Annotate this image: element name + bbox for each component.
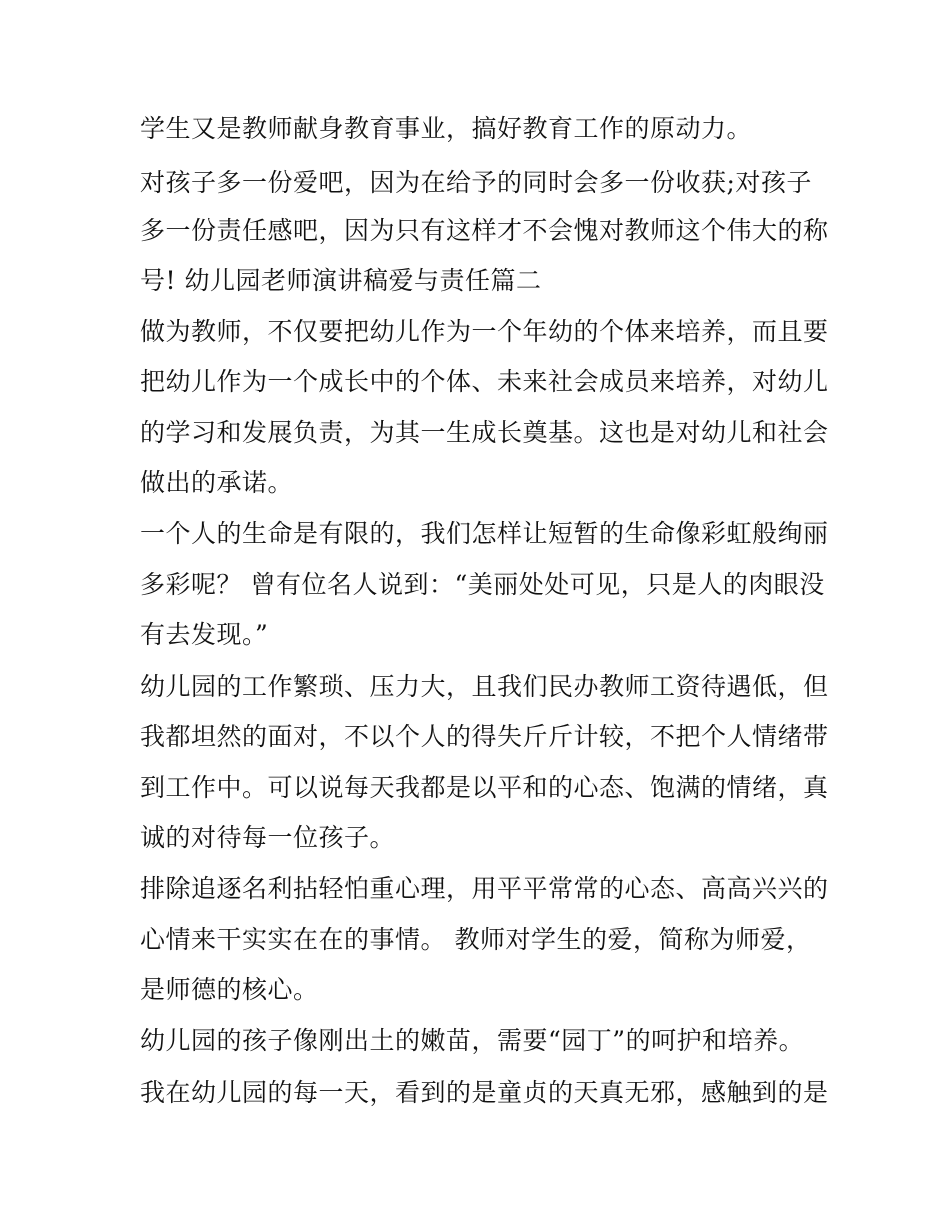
text-line: 幼儿园的孩子像刚出土的嫩苗，需要“园丁”的呵护和培养。 [140, 1026, 805, 1055]
text-line: 是师德的核心。 [140, 975, 319, 1004]
text-line: 我在幼儿园的每一天，看到的是童贞的天真无邪，感触到的是 [140, 1078, 829, 1107]
text-line: 心情来干实实在在的事情。 教师对学生的爱，简称为师爱， [140, 925, 812, 954]
text-line: 多一份责任感吧，因为只有这样才不会愧对教师这个伟大的称 [140, 216, 829, 245]
text-line: 我都坦然的面对，不以个人的得失斤斤计较，不把个人情绪带 [140, 722, 829, 751]
text-line: 做出的承诺。 [140, 468, 294, 497]
text-line: 对孩子多一份爱吧，因为在给予的同时会多一份收获;对孩子 [140, 168, 812, 197]
text-line: 把幼儿作为一个成长中的个体、未来社会成员来培养，对幼儿 [140, 367, 829, 396]
text-line: 诚的对待每一位孩子。 [140, 823, 396, 852]
text-line: 有去发现。” [140, 620, 269, 649]
text-line: 号! 幼儿园老师演讲稿爱与责任篇二 [140, 266, 542, 295]
text-line: 做为教师，不仅要把幼儿作为一个年幼的个体来培养，而且要 [140, 317, 829, 346]
text-line: 的学习和发展负责，为其一生成长奠基。这也是对幼儿和社会 [140, 418, 829, 447]
text-line: 学生又是教师献身教育事业，搞好教育工作的原动力。 [140, 114, 753, 143]
text-line: 一个人的生命是有限的，我们怎样让短暂的生命像彩虹般绚丽 [140, 519, 829, 548]
text-line: 到工作中。可以说每天我都是以平和的心态、饱满的情绪，真 [140, 773, 829, 802]
text-line: 幼儿园的工作繁琐、压力大，且我们民办教师工资待遇低，但 [140, 672, 829, 701]
text-line: 排除追逐名利拈轻怕重心理，用平平常常的心态、高高兴兴的 [140, 874, 829, 903]
text-line: 多彩呢？ 曾有位名人说到：“美丽处处可见，只是人的肉眼没 [140, 570, 825, 599]
